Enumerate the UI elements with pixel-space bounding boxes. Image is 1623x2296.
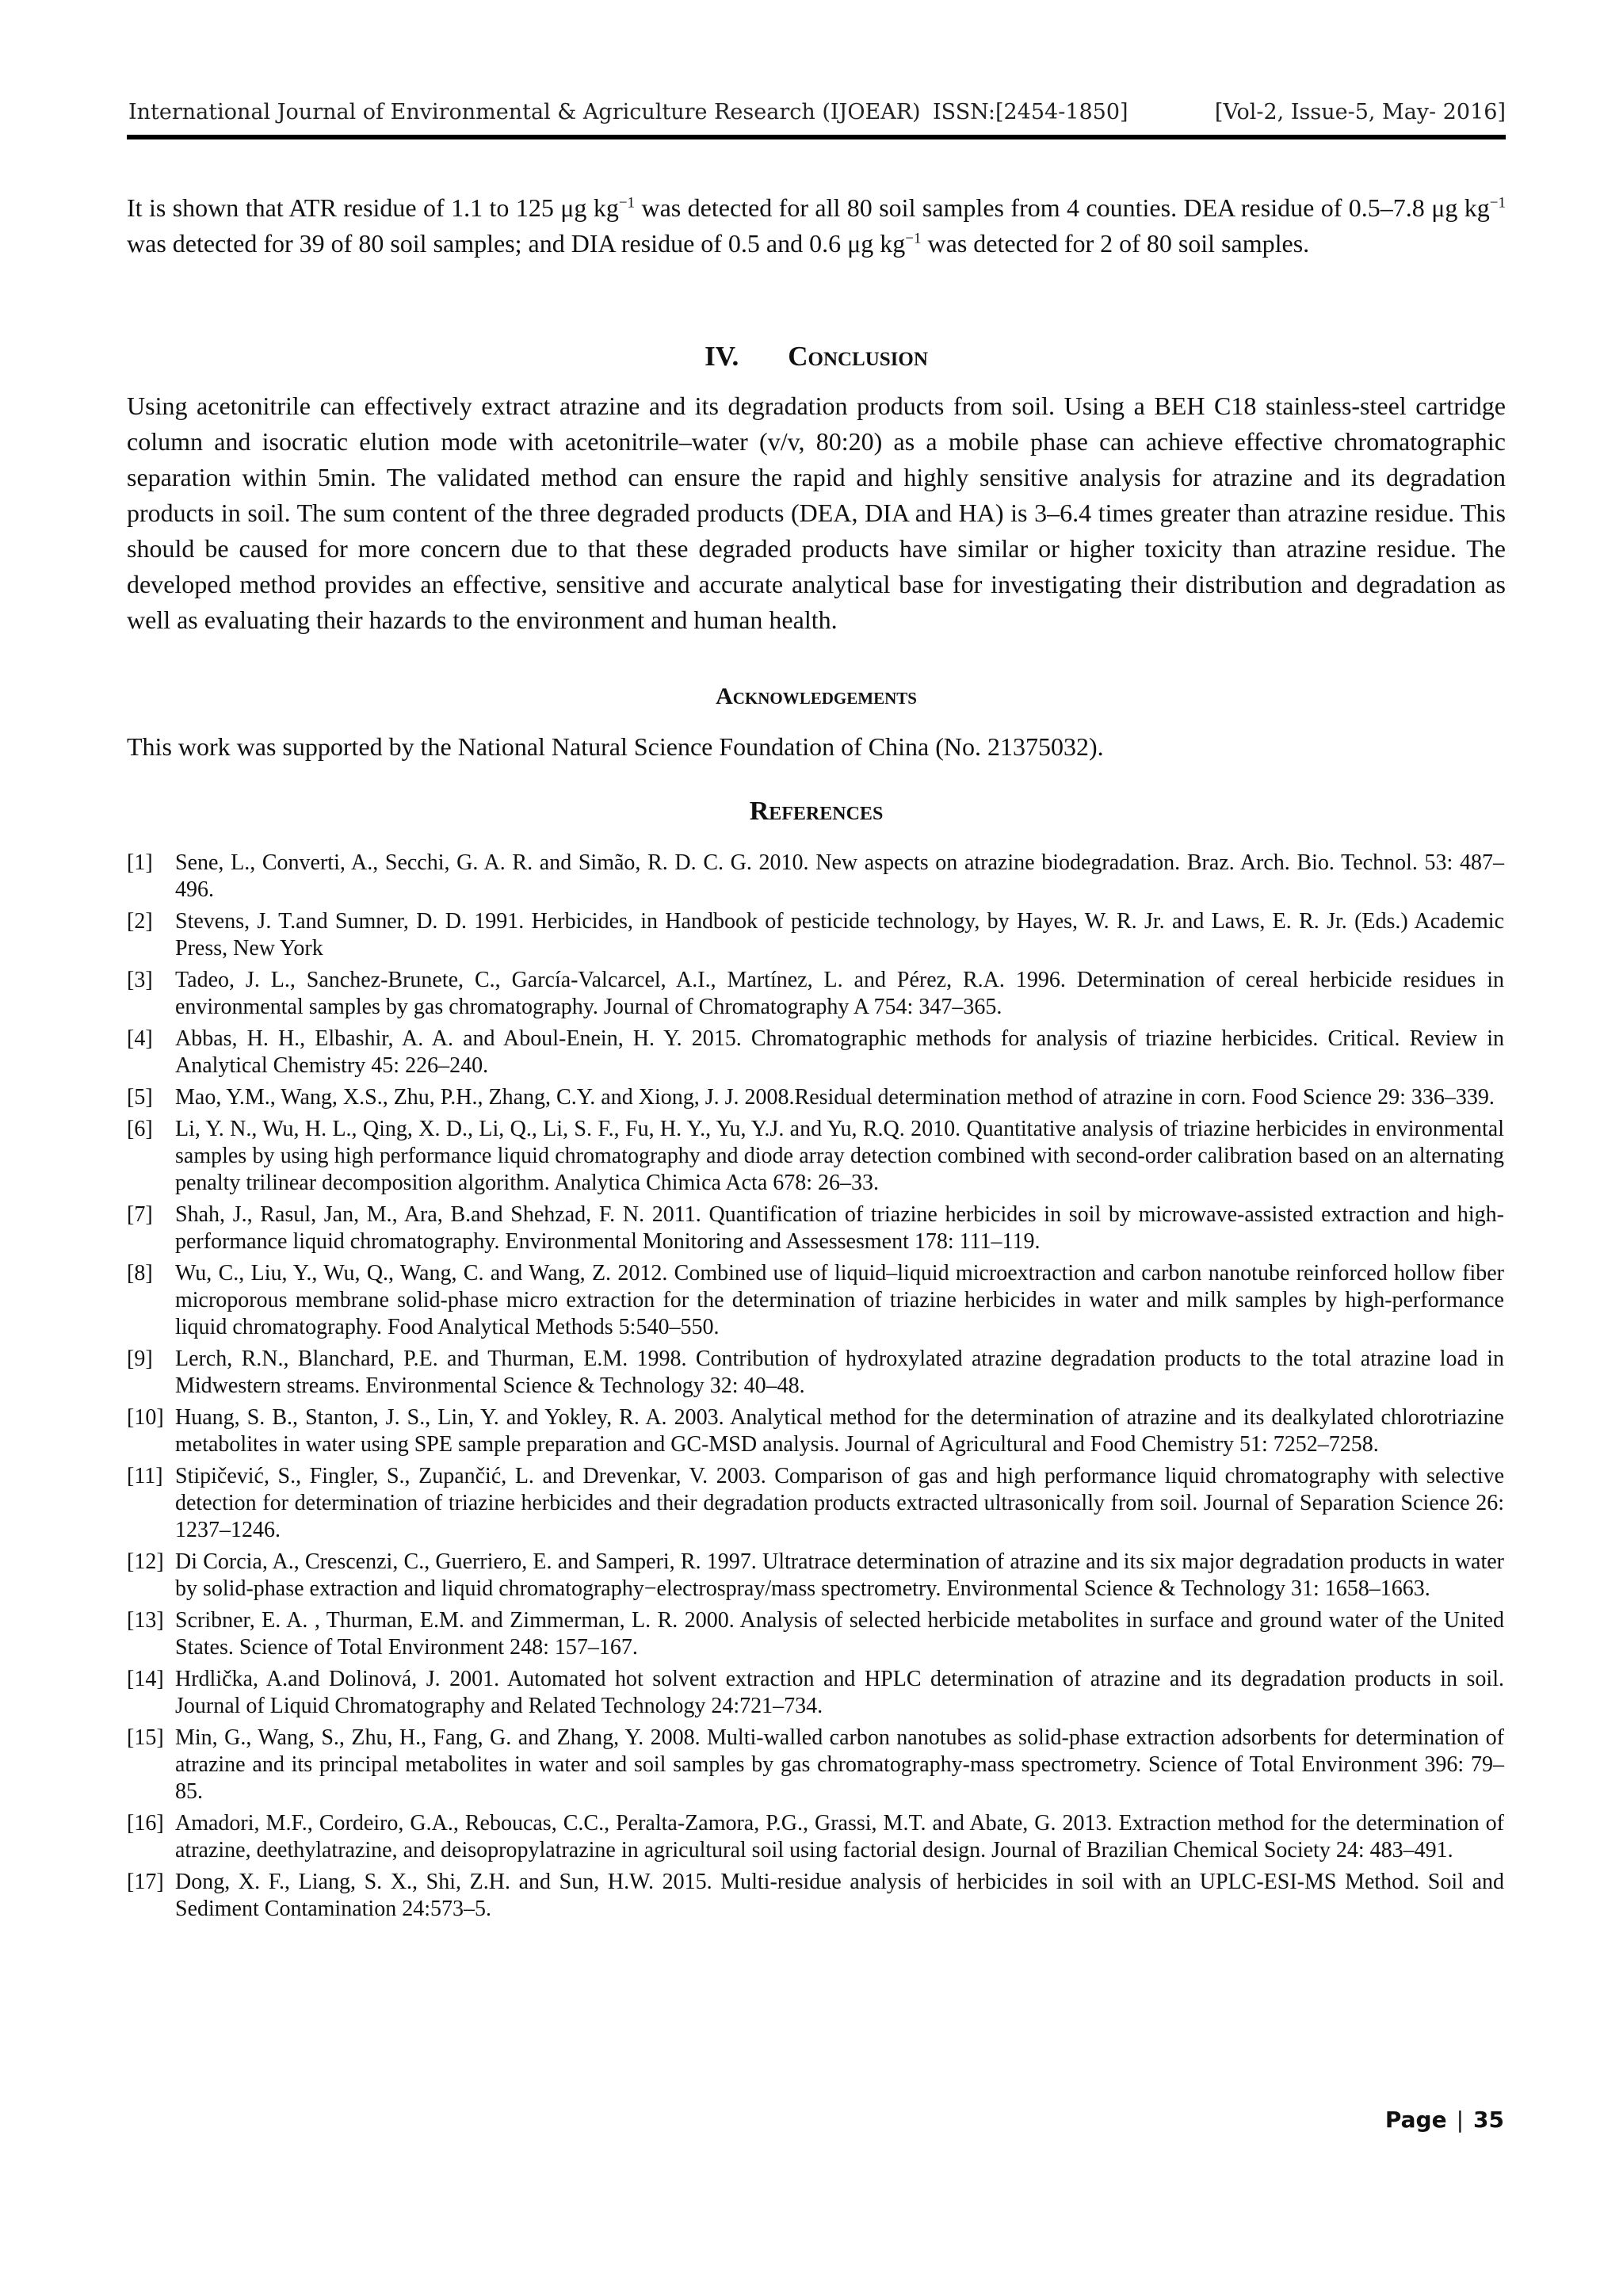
reference-number: [6] [127, 1117, 153, 1141]
reference-item [127, 1201, 1504, 1255]
references-heading: References [749, 797, 884, 826]
reference-text: Scribner, E. A. , Thurman, E.M. and Zimmerman, L. R. 2000. Analysis of selected herbicide metabolites in surface and ground water of the United States. Science of Total Environment 248: 157–167. [175, 1608, 1504, 1660]
running-header [127, 89, 1506, 135]
page-label: Page [1384, 2107, 1447, 2133]
reference-item [127, 850, 1504, 904]
reference-item [127, 1549, 1504, 1603]
reference-item [127, 1810, 1504, 1864]
page-footer [1385, 2107, 1504, 2133]
unit-exponent: −1 [905, 230, 922, 247]
reference-item [127, 1666, 1504, 1720]
reference-number: [11] [127, 1464, 163, 1488]
page-number: 35 [1473, 2107, 1504, 2133]
journal-title: International Journal of Environmental & Agriculture Research (IJOEAR) [128, 100, 921, 124]
results-text-2: was detected for all 80 soil samples from 4 counties. DEA residue of 0.5–7.8 μg kg [635, 193, 1490, 222]
reference-item [127, 1116, 1504, 1197]
reference-number: [5] [127, 1085, 153, 1110]
reference-number: [13] [127, 1608, 164, 1633]
reference-number: [2] [127, 909, 153, 934]
reference-number: [1] [127, 850, 153, 875]
reference-number: [4] [127, 1026, 153, 1051]
reference-text: Wu, C., Liu, Y., Wu, Q., Wang, C. and Wang, Z. 2012. Combined use of liquid–liquid microextraction and carbon nanotube reinforced hollow fiber microporous membrane solid-phase micro extraction for the determination of triazine herbicides in water and milk samples by high-performance liquid chromatography. Food Analytical Methods 5:540–550. [175, 1261, 1504, 1339]
results-text-4: was detected for 2 of 80 soil samples. [921, 229, 1310, 258]
reference-text: Stipičević, S., Fingler, S., Zupančić, L. and Drevenkar, V. 2003. Comparison of gas and high performance liquid chromatography with selective detection for determination of triazine herbicides and their degradation products extracted ultrasonically from soil. Journal of Separation Science 26: 1237–1246. [175, 1464, 1504, 1542]
journal-issn: ISSN:[2454-1850] [933, 100, 1128, 124]
reference-text: Abbas, H. H., Elbashir, A. A. and Aboul-Enein, H. Y. 2015. Chromatographic methods for analysis of triazine herbicides. Critical. Review in Analytical Chemistry 45: 226–240. [175, 1026, 1504, 1078]
reference-number: [7] [127, 1202, 153, 1227]
reference-text: Sene, L., Converti, A., Secchi, G. A. R. and Simão, R. D. C. G. 2010. New aspects on atrazine biodegradation. Braz. Arch. Bio. Technol. 53: 487–496. [175, 850, 1504, 902]
reference-item [127, 908, 1504, 962]
reference-number: [17] [127, 1870, 164, 1894]
section-number: IV. [705, 341, 739, 372]
reference-text: Stevens, J. T.and Sumner, D. D. 1991. Herbicides, in Handbook of pesticide technology, by Hayes, W. R. Jr. and Laws, E. R. Jr. (Eds.) Academic Press, New York [175, 909, 1504, 961]
reference-text: Tadeo, J. L., Sanchez-Brunete, C., García-Valcarcel, A.I., Martínez, L. and Pérez, R.A. 1996. Determination of cereal herbicide residues in environmental samples by gas chromatography. Journal of Chromatography A 754: 347–365. [175, 968, 1504, 1019]
reference-text: Huang, S. B., Stanton, J. S., Lin, Y. and Yokley, R. A. 2003. Analytical method for the determination of atrazine and its dealkylated chlorotriazine metabolites in water using SPE sample preparation and GC-MSD analysis. Journal of Agricultural and Food Chemistry 51: 7252–7258. [175, 1405, 1504, 1457]
reference-text: Di Corcia, A., Crescenzi, C., Guerriero, E. and Samperi, R. 1997. Ultratrace determination of atrazine and its six major degradation products in water by solid-phase extraction and liquid chromatography−electrospray/mass spectrometry. Environmental Science & Technology 31: 1658–1663. [175, 1549, 1504, 1601]
reference-text: Lerch, R.N., Blanchard, P.E. and Thurman, E.M. 1998. Contribution of hydroxylated atrazine degradation products to the total atrazine load in Midwestern streams. Environmental Science & Technology 32: 40–48. [175, 1347, 1504, 1398]
page-separator: | [1456, 2107, 1465, 2133]
results-text-3: was detected for 39 of 80 soil samples; and DIA residue of 0.5 and 0.6 μg kg [127, 229, 906, 258]
reference-number: [14] [127, 1667, 164, 1691]
reference-number: [3] [127, 968, 153, 992]
journal-volume: [Vol-2, Issue-5, May- 2016] [1214, 100, 1506, 124]
reference-text: Min, G., Wang, S., Zhu, H., Fang, G. and Zhang, Y. 2008. Multi-walled carbon nanotubes as solid-phase extraction adsorbents for determination of atrazine and its principal metabolites in water and soil samples by gas chromatography-mass spectrometry. Science of Total Environment 396: 79–85. [175, 1725, 1504, 1804]
reference-item [127, 967, 1504, 1021]
reference-text: Shah, J., Rasul, Jan, M., Ara, B.and Shehzad, F. N. 2011. Quantification of triazine herbicides in soil by microwave-assisted extraction and high-performance liquid chromatography. Environmental Monitoring and Assessesment 178: 111–119. [175, 1202, 1504, 1254]
reference-item [127, 1404, 1504, 1458]
reference-item [127, 1346, 1504, 1400]
conclusion-heading [127, 341, 1506, 372]
unit-exponent: −1 [1489, 194, 1507, 212]
acknowledgements-heading: Acknowledgements [716, 683, 917, 709]
reference-number: [8] [127, 1261, 153, 1286]
reference-text: Li, Y. N., Wu, H. L., Qing, X. D., Li, Q., Li, S. F., Fu, H. Y., Yu, Y.J. and Yu, R.Q. 2010. Quantitative analysis of triazine herbicides in environmental samples by using high performance liquid chromatography and diode array detection combined with second-order calibration based on an alternating penalty trilinear decomposition algorithm. Analytica Chimica Acta 678: 26–33. [175, 1117, 1504, 1195]
header-rule [127, 135, 1506, 139]
reference-item [127, 1463, 1504, 1544]
section-title: Conclusion [788, 341, 928, 372]
reference-number: [15] [127, 1725, 164, 1750]
reference-text: Dong, X. F., Liang, S. X., Shi, Z.H. and Sun, H.W. 2015. Multi-residue analysis of herbicides in soil with an UPLC-ESI-MS Method. Soil and Sediment Contamination 24:573–5. [175, 1870, 1504, 1921]
reference-text: Hrdlička, A.and Dolinová, J. 2001. Automated hot solvent extraction and HPLC determination of atrazine and its degradation products in soil. Journal of Liquid Chromatography and Related Technology 24:721–734. [175, 1667, 1504, 1718]
results-paragraph [127, 190, 1506, 262]
reference-item [127, 1869, 1504, 1923]
reference-item [127, 1725, 1504, 1805]
reference-number: [16] [127, 1811, 164, 1836]
reference-item [127, 1026, 1504, 1079]
reference-list [127, 850, 1504, 1927]
reference-number: [10] [127, 1405, 164, 1430]
reference-item [127, 1084, 1504, 1111]
reference-text: Amadori, M.F., Cordeiro, G.A., Reboucas, C.C., Peralta-Zamora, P.G., Grassi, M.T. and Abate, G. 2013. Extraction method for the determination of atrazine, deethylatrazine, and deisopropylatrazine in agricultural soil using factorial design. Journal of Brazilian Chemical Society 24: 483–491. [175, 1811, 1504, 1862]
reference-text: Mao, Y.M., Wang, X.S., Zhu, P.H., Zhang, C.Y. and Xiong, J. J. 2008.Residual determination method of atrazine in corn. Food Science 29: 336–339. [175, 1085, 1495, 1110]
results-text-1: It is shown that ATR residue of 1.1 to 125 μg kg [127, 193, 619, 222]
acknowledgements-paragraph: This work was supported by the National Natural Science Foundation of China (No. 21375032). [127, 732, 1104, 761]
unit-exponent: −1 [618, 194, 636, 212]
reference-item [127, 1607, 1504, 1661]
reference-number: [12] [127, 1549, 164, 1574]
reference-item [127, 1260, 1504, 1341]
reference-number: [9] [127, 1347, 153, 1371]
conclusion-paragraph: Using acetonitrile can effectively extract atrazine and its degradation products from soil. Using a BEH C18 stainless-steel cartridge column and isocratic elution mode with acetonitrile–water (v/v, 80:20) as a mobile phase can achieve effective chromatographic separation within 5min. The validated method can ensure the rapid and highly sensitive analysis for atrazine and its degradation products in soil. The sum content of the three degraded products (DEA, DIA and HA) is 3–6.4 times greater than atrazine residue. This should be caused for more concern due to that these degraded products have similar or higher toxicity than atrazine residue. The developed method provides an effective, sensitive and accurate analytical base for investigating their distribution and degradation as well as evaluating their hazards to the environment and human health. [127, 392, 1506, 634]
